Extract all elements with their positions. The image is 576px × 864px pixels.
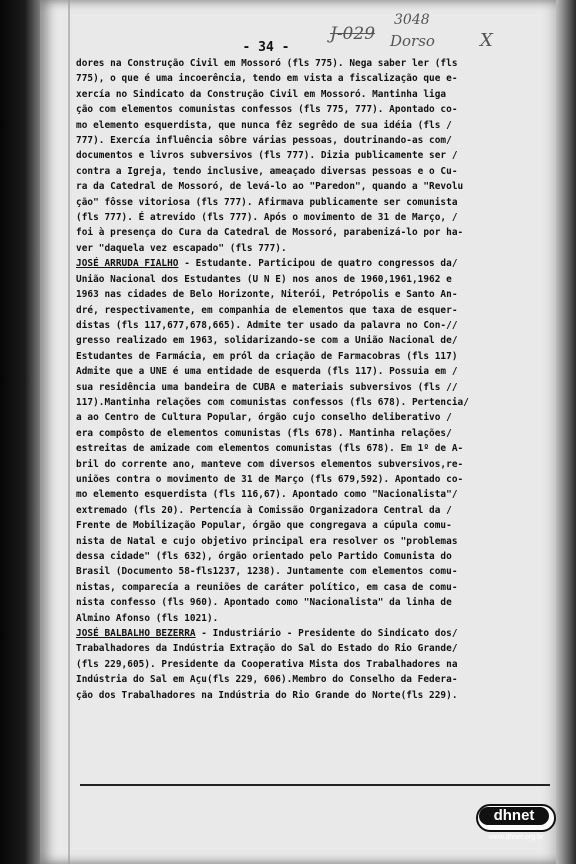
paragraph-3	[76, 641, 552, 703]
text-line: sua residência uma bandeira de CUBA e materiais subversivos (fls //	[76, 381, 458, 393]
paragraph-2-first-line	[76, 256, 552, 271]
text-line: mo elemento esquerdista, que nunca fêz segrêdo de sua idéia (fls /	[76, 119, 452, 131]
text-line: dessa cidade" (fls 632), órgão orientado pelo Partido Comunista do	[76, 551, 452, 562]
text-line: bril do corrente ano, manteve com diversos elementos subversivos,re-	[76, 458, 464, 470]
text-line: xercía no Sindicato da Construção Civil em Mossoró. Mantinha liga	[76, 88, 447, 100]
page-number: - 34 -	[242, 40, 290, 55]
paragraph-2-lead: - Estudante. Participou de quatro congressos da/	[178, 258, 458, 270]
paragraph-1	[76, 56, 552, 256]
text-line: estreitas de amizade com elementos comunistas (fls 678). Em 1º de A-	[76, 443, 464, 455]
text-line: Brasil (Documento 58-fls1237, 1238). Juntamente com elementos comu-	[76, 566, 458, 578]
text-line: mo elemento esquerdista (fls 116,67). Apontado como "Nacionalista"/	[76, 489, 458, 501]
handwritten-stamp	[330, 10, 510, 62]
text-line: gresso realizado em 1963, solidarizando-se com a União Nacional de/	[76, 335, 458, 347]
text-line: 1963 nas cidades de Belo Horizonte, Niterói, Petrópolis e Santo An-	[76, 289, 458, 301]
text-line: documentos e livros subversivos (fls 777). Dizia publicamente ser /	[76, 150, 458, 162]
text-line: dré, respectivamente, em companhia de elementos que taxa de esquer-	[76, 304, 458, 316]
text-line: ção dos Trabalhadores na Indústria do Rio Grande do Norte(fls 229).	[76, 689, 458, 701]
paragraph-3-lead: - Industriário - Presidente do Sindicato dos/	[195, 628, 458, 640]
text-line: ver "daquela vez escapado" (fls 777).	[76, 242, 287, 254]
text-line: dores na Construção Civil em Mossoró (fls 775). Nega saber ler (fls	[76, 58, 458, 69]
text-line: nista confesso (fls 960). Apontado como "Nacionalista" da linha de	[76, 597, 452, 609]
text-line: Frente de Mobilização Popular, órgão que congregava a cúpula comu-	[76, 520, 452, 532]
text-line: Admite que a UNE é uma entidade de esquerda (fls 117). Possuia em /	[76, 366, 458, 378]
text-line: distas (fls 117,677,678,665). Admite ter usado da palavra no Con-//	[76, 319, 458, 331]
text-line: uniões contra o movimento de 31 de Março (fls 679,592). Apontado co-	[76, 473, 464, 485]
text-line: ra da Catedral de Mossoró, de levá-lo ao "Paredon", quando a "Revolu	[76, 181, 464, 193]
logo-brand: dhnet	[493, 807, 535, 824]
text-line: era compôsto de elementos comunistas (fls 678). Mantinha relações/	[76, 427, 452, 439]
person-name: JOSÉ BALBALHO BEZERRA	[76, 628, 196, 640]
text-line: 775), o que é uma incoerência, tendo em vista a fiscalização que e-	[76, 73, 458, 85]
text-line: extremado (fls 20). Pertencía à Comissão Organizadora Central da /	[76, 504, 452, 516]
text-line: União Nacional dos Estudantes (U N E) nos anos de 1960,1961,1962 e	[76, 273, 452, 285]
stamp-text-3: Dorso	[390, 32, 435, 50]
paragraph-2	[76, 272, 552, 626]
text-line: Almino Afonso (fls 1021).	[76, 612, 219, 624]
document-body	[76, 56, 552, 703]
text-line: Estudantes de Farmácia, em pról da criação de Farmacobras (fls 117)	[76, 350, 458, 362]
text-line: (fls 229,605). Presidente da Cooperativa Mista dos Trabalhadores na	[76, 658, 458, 670]
text-line: ção com elementos comunistas confessos (fls 775, 777). Apontado co-	[76, 104, 458, 116]
text-line: a ao Centro de Cultura Popular, órgão cujo conselho deliberativo /	[76, 412, 452, 424]
stamp-text-2: 3048	[394, 12, 430, 28]
text-line: nista de Natal e cujo objetivo principal era resolver os "problemas	[76, 535, 458, 547]
text-line: (fls 777). É atrevido (fls 777). Após o movimento de 31 de Março, /	[76, 212, 458, 224]
paragraph-3-first-line	[76, 626, 552, 641]
stamp-text-1: J-029	[330, 24, 376, 44]
text-line: contra a Igreja, tendo inclusive, ameaçado diversas pessoas e o Cu-	[76, 165, 458, 177]
page-fold-shadow	[68, 0, 70, 864]
stamp-text-4: X	[480, 30, 493, 51]
text-line: Trabalhadores da Indústria Extração do Sal do Estado do Rio Grande/	[76, 643, 458, 655]
bottom-rule	[80, 784, 550, 786]
person-name: JOSÉ ARRUDA FIALHO	[76, 258, 179, 270]
text-line: 117).Mantinha relações com comunistas confessos (fls 678). Pertencia/	[76, 396, 469, 408]
text-line: nistas, comparecía a reuniões de caráter político, em casa de comu-	[76, 581, 458, 593]
text-line: Indústria do Sal em Açu(fls 229, 606).Membro do Conselho da Federa-	[76, 674, 458, 686]
text-line: foi à presença do Cura da Catedral de Mossoró, parabenizá-lo por ha-	[76, 227, 464, 239]
text-line: ção" fôsse vitoriosa (fls 777). Afirmava publicamente ser comunista	[76, 196, 458, 208]
dhnet-watermark-logo	[474, 804, 558, 844]
scan-right-border	[556, 0, 576, 864]
logo-url: www.dhnet.org.br	[488, 834, 544, 841]
text-line: 777). Exercía influência sôbre várias pessoas, doutrinando-as com/	[76, 135, 452, 147]
